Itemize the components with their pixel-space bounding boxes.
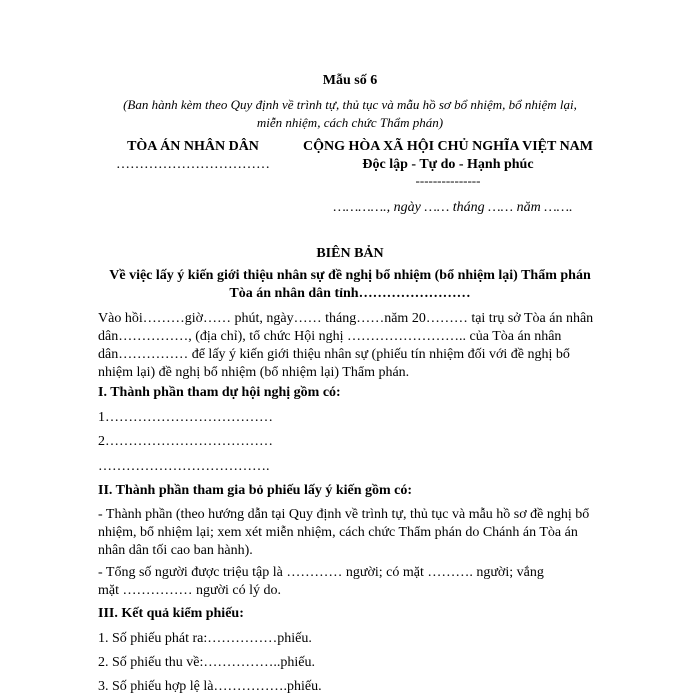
subject-line-1: Về việc lấy ý kiến giới thiệu nhân sự đề nghị bổ nhiệm (bổ nhiệm lại) Thẩm phán — [109, 268, 591, 283]
intro-line-1: Vào hồi………giờ…… phút, ngày…… tháng……năm 20……… tại trụ sở Tòa án nhân — [98, 311, 594, 326]
court-name-header: TÒA ÁN NHÂN DÂN — [127, 139, 259, 154]
section-2-heading: II. Thành phần tham gia bỏ phiếu lấy ý kiến gồm có: — [98, 483, 413, 498]
issued-note-line-2: miễn nhiệm, cách chức Thẩm phán) — [256, 115, 444, 130]
national-title: CỘNG HÒA XÃ HỘI CHỦ NGHĨA VIỆT NAM — [302, 139, 593, 154]
section-2-para-2-line-2: mặt …………… người có lý do. — [98, 583, 281, 598]
section-2-para-1-line-3: nhân dân tối cao ban hành). — [98, 543, 253, 558]
subject-line-2: Tòa án nhân dân tỉnh…………………… — [229, 286, 471, 301]
section-3-heading: III. Kết quả kiểm phiếu: — [98, 606, 244, 621]
section-1-heading: I. Thành phần tham dự hội nghị gồm có: — [98, 385, 341, 400]
national-motto: Độc lập - Tự do - Hạnh phúc — [362, 157, 534, 172]
section-2-para-1-line-2: nhiệm, bổ nhiệm lại; xem xét miễn nhiệm, cách chức Thẩm phán do Chánh án Tòa án — [98, 525, 578, 540]
attendee-item-2: 2……………………………… — [98, 434, 273, 449]
vote-result-returned: 2. Số phiếu thu về:……………..phiếu. — [98, 655, 315, 670]
vote-result-valid: 3. Số phiếu hợp lệ là…………….phiếu. — [98, 679, 322, 694]
date-line: …………., ngày …… tháng …… năm ……. — [333, 200, 573, 215]
intro-line-2: dân……………, (địa chỉ), tổ chức Hội nghị …………………….. của Tòa án nhân — [98, 329, 562, 344]
attendee-item-1: 1……………………………… — [98, 410, 273, 425]
form-number: Mẫu số 6 — [322, 73, 378, 88]
court-name-blank: …………………………… — [116, 157, 270, 172]
issued-note-line-1: (Ban hành kèm theo Quy định về trình tự, thủ tục và mẫu hồ sơ bổ nhiệm, bổ nhiệm lại, — [123, 97, 577, 112]
intro-line-4: nhiệm lại) đề nghị bổ nhiệm (bổ nhiệm lại) Thẩm phán. — [98, 365, 410, 380]
section-2-para-2-line-1: - Tổng số người được triệu tập là ………… người; có mặt ………. người; vắng — [98, 565, 544, 580]
vote-result-issued: 1. Số phiếu phát ra:……………phiếu. — [98, 631, 312, 646]
document-title: BIÊN BẢN — [316, 246, 384, 261]
section-2-para-1-line-1: - Thành phần (theo hướng dẫn tại Quy định về trình tự, thủ tục và mẫu hồ sơ đề nghị bổ — [98, 507, 590, 522]
intro-line-3: dân…………… để lấy ý kiến giới thiệu nhân sự (phiếu tín nhiệm đối với đề nghị bổ — [98, 347, 570, 362]
motto-underline: --------------- — [415, 173, 481, 188]
attendee-item-3: ………………………………. — [98, 459, 270, 474]
